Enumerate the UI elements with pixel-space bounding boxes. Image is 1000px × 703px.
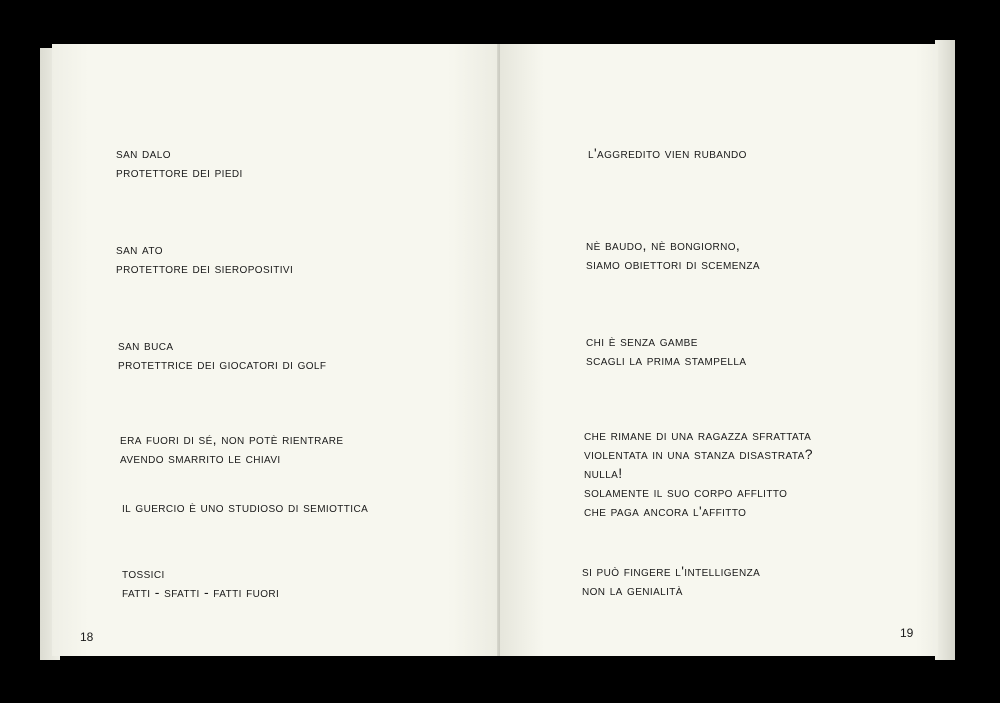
page-number-left: 18 [80,630,94,644]
entry-line: fatti - sfatti - fatti fuori [122,584,280,600]
entry-line: che paga ancora l'affitto [584,503,747,519]
left-entry-6 [122,564,279,602]
entry-line: era fuori di sé, non potè rientrare [120,431,344,447]
entry-line: siamo obiettori di scemenza [586,256,760,272]
right-entry-4 [584,426,813,521]
entry-line: violentata in una stanza disastrata? [584,446,813,462]
entry-line: chi è senza gambe [586,333,698,349]
left-entry-3 [118,336,326,374]
right-page [500,44,938,656]
entry-line: nè baudo, nè bongiorno, [586,237,741,253]
page-number-right: 19 [900,626,914,640]
right-entry-1 [588,144,747,163]
entry-line: protettore dei piedi [116,164,243,180]
entry-line: il guercio è uno studioso di semiottica [122,499,369,515]
entry-line: scagli la prima stampella [586,352,747,368]
right-entry-3 [586,332,746,370]
right-entry-5 [582,562,760,600]
entry-line: protettrice dei giocatori di golf [118,356,327,372]
entry-line: si può fingere l'intelligenza [582,563,761,579]
entry-line: nulla! [584,465,623,481]
entry-line: avendo smarrito le chiavi [120,450,281,466]
entry-line: tossici [122,565,165,581]
left-page [52,44,502,656]
entry-line: protettore dei sieropositivi [116,260,294,276]
page-edge-right [935,40,955,660]
left-entry-1 [116,144,243,182]
entry-line: san ato [116,241,163,257]
left-entry-2 [116,240,293,278]
left-entry-4 [120,430,343,468]
entry-line: san dalo [116,145,171,161]
entry-line: l'aggredito vien rubando [588,145,747,161]
entry-line: solamente il suo corpo afflitto [584,484,788,500]
entry-line: non la genialità [582,582,683,598]
entry-line: che rimane di una ragazza sfrattata [584,427,812,443]
left-entry-5 [122,498,368,517]
right-entry-2 [586,236,760,274]
entry-line: san buca [118,337,174,353]
